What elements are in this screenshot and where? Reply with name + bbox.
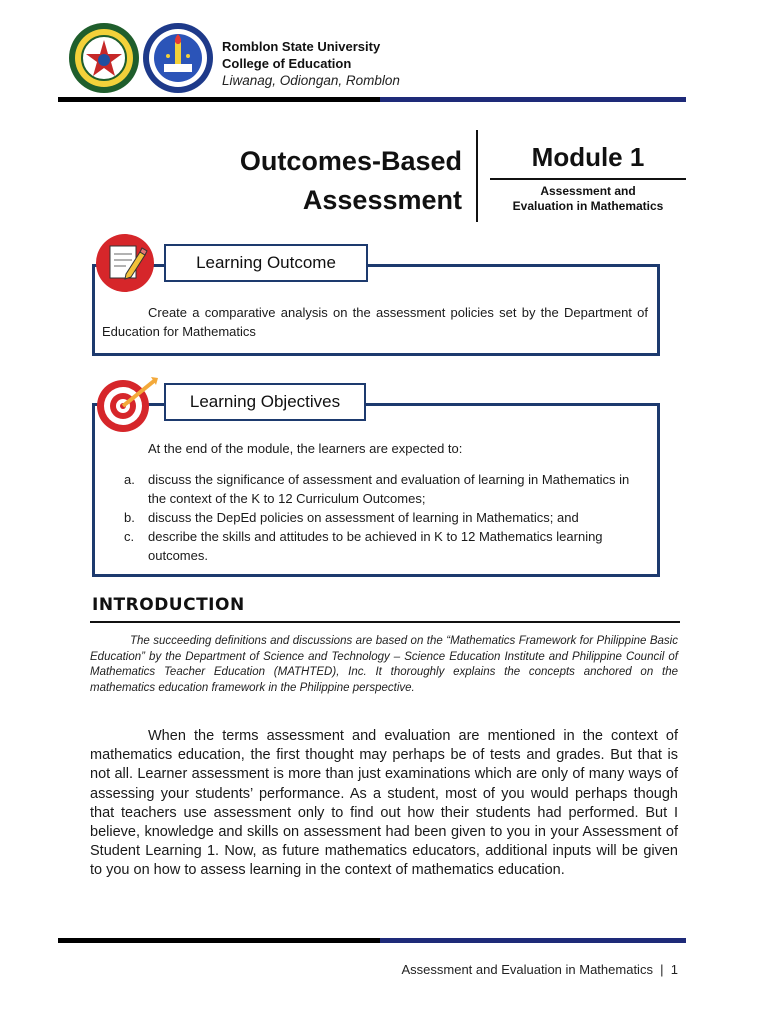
list-marker: c. <box>124 529 135 544</box>
list-item <box>124 470 644 508</box>
college-of-education-seal <box>142 22 214 94</box>
page-footer: Assessment and Evaluation in Mathematics | 1 <box>401 962 678 977</box>
rsu-seal <box>68 22 140 94</box>
learning-objectives-list <box>124 470 644 565</box>
list-marker: b. <box>124 510 135 525</box>
module-subtitle-line-1: Assessment and <box>540 184 636 198</box>
module-rule <box>490 178 686 180</box>
learning-objectives-label: Learning Objectives <box>164 383 366 421</box>
header-rule-black <box>58 97 380 102</box>
target-icon <box>96 375 154 433</box>
learning-outcome-text: Create a comparative analysis on the assessment policies set by the Department of Education for Mathematics <box>102 305 648 339</box>
university-name: Romblon State University <box>222 39 381 54</box>
list-item <box>124 508 644 527</box>
module-title <box>240 142 462 220</box>
introduction-rule <box>90 621 680 623</box>
title-divider <box>476 130 478 222</box>
module-subtitle <box>490 184 686 214</box>
introduction-body-paragraph: When the terms assessment and evaluation are mentioned in the context of mathematics education, the first thought may perhaps be of tests and grades. But that is not all. Learner assessment is more than just examinations which are only of many ways of assessing your students’ performance. As a student, most of you would perhaps though that teachers use assessment only to find out how their students had performed. But I believe, knowledge and skills on assessment had been given to you in your Assessment of Student Learning 1. Now, as future mathematics educators, additional inputs will be given to you on how to assess learning in the context of mathematics education. <box>90 728 678 879</box>
college-name: College of Education <box>222 56 352 71</box>
footer-rule-navy <box>380 938 686 943</box>
list-marker: a. <box>124 472 135 487</box>
title-line-1: Outcomes-Based <box>239 146 462 176</box>
learning-objectives-intro: At the end of the module, the learners are expected to: <box>148 441 463 456</box>
list-item <box>124 527 644 565</box>
header-rule-navy <box>380 97 686 102</box>
list-item-text: discuss the DepEd policies on assessment of learning in Mathematics; and <box>148 510 579 525</box>
title-line-2: Assessment <box>302 185 462 215</box>
list-item-text: describe the skills and attitudes to be achieved in K to 12 Mathematics learning outcomes. <box>148 529 603 563</box>
pencil-paper-icon <box>96 234 154 292</box>
list-item-text: discuss the significance of assessment and evaluation of learning in Mathematics in the context of the K to 12 Curriculum Outcomes; <box>148 472 630 506</box>
introduction-heading: INTRODUCTION <box>92 595 245 615</box>
learning-outcome-label: Learning Outcome <box>164 244 368 282</box>
footer-rule-black <box>58 938 380 943</box>
module-subtitle-line-2: Evaluation in Mathematics <box>512 199 664 213</box>
module-number: Module 1 <box>531 142 645 172</box>
institution-header <box>222 38 400 90</box>
introduction-italic-paragraph: The succeeding definitions and discussions are based on the “Mathematics Framework for Philippine Basic Education” by the Department of Science and Technology – Science Education Institute and Philippine Council of Mathematics Teacher Education (MATHTED), Inc. It thoroughly explains the concepts anchored on the mathematics education framework in the Philippine perspective. <box>90 635 678 694</box>
location: Liwanag, Odiongan, Romblon <box>222 73 400 88</box>
